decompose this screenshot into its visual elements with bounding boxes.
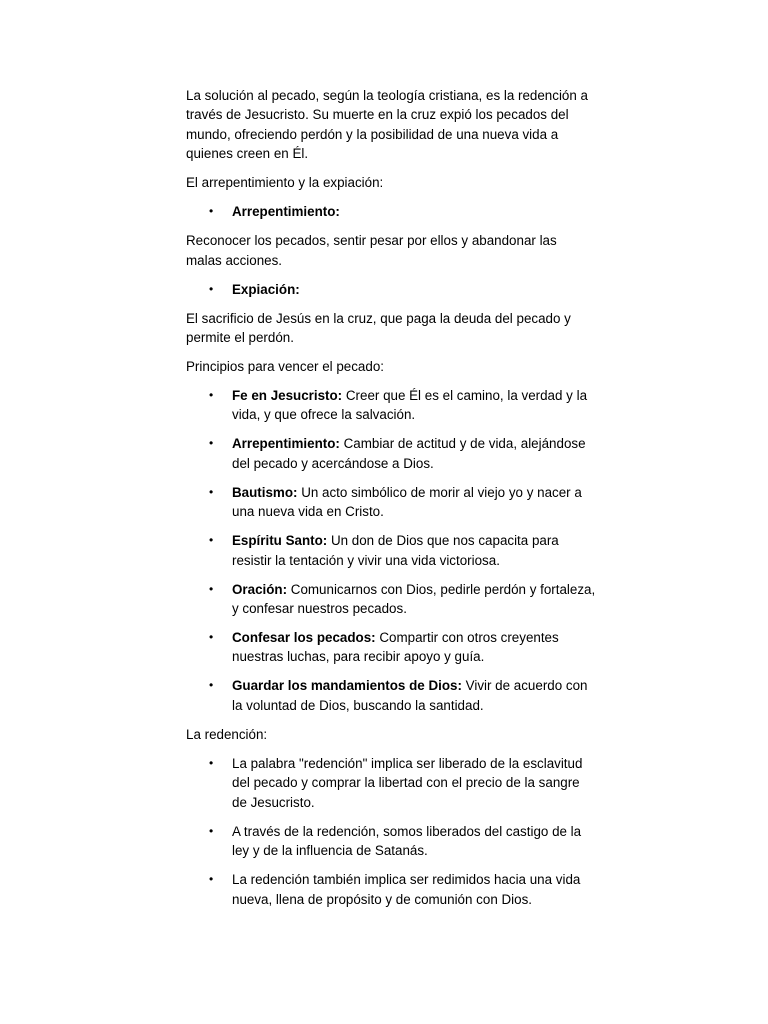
bullet-icon: •	[209, 533, 214, 548]
list-item-text: A través de la redención, somos liberados del castigo de la ley y de la influencia de Satanás.	[232, 823, 582, 859]
bullet-icon: •	[209, 755, 214, 770]
list-item	[186, 386, 596, 425]
list-item	[186, 483, 596, 522]
principios-heading: Principios para vencer el pecado:	[186, 359, 384, 375]
bullet-icon: •	[209, 484, 214, 499]
bullet-icon: •	[209, 678, 214, 693]
list-item	[186, 202, 596, 221]
bullet-icon: •	[209, 204, 214, 219]
list-item-label: Oración:	[232, 581, 288, 597]
list-item-text: Cambiar de actitud y de vida, alejándose del pecado y acercándose a Dios.	[232, 436, 586, 471]
redencion-heading: La redención:	[186, 726, 268, 742]
bullet-icon: •	[209, 436, 214, 451]
list-item-label: Fe en Jesucristo:	[232, 388, 343, 404]
list-item-text: Compartir con otros creyentes nuestras luchas, para recibir apoyo y guía.	[232, 630, 559, 665]
bullet-icon: •	[209, 281, 214, 296]
list-item	[186, 870, 596, 909]
bullet-icon: •	[209, 581, 214, 596]
arrepentimiento-text: Reconocer los pecados, sentir pesar por ellos y abandonar las malas acciones.	[186, 233, 557, 268]
list-item	[186, 822, 596, 861]
principios-list	[186, 386, 596, 715]
arrepentimiento-heading: El arrepentimiento y la expiación:	[186, 175, 384, 191]
list-item-label: Expiación:	[232, 281, 300, 297]
list-item	[186, 280, 596, 299]
bullet-icon: •	[209, 823, 214, 838]
bullet-icon: •	[209, 388, 214, 403]
list-item-text: La palabra "redención" implica ser liberado de la esclavitud del pecado y comprar la libertad con el precio de la sangre de Jesucristo.	[232, 755, 583, 810]
intro-paragraph: La solución al pecado, según la teología cristiana, es la redención a través de Jesucristo. Su muerte en la cruz expió los pecados del mundo, ofreciendo perdón y la posibilidad de una nueva vida a quienes creen en Él.	[186, 88, 588, 162]
list-item-text: Un don de Dios que nos capacita para resistir la tentación y vivir una vida victoriosa.	[232, 533, 559, 568]
list-item	[186, 580, 596, 619]
list-item-label: Bautismo:	[232, 484, 298, 500]
list-item-label: Arrepentimiento:	[232, 204, 340, 220]
list-item	[186, 754, 596, 812]
arrepentimiento-list	[186, 202, 596, 221]
expiacion-text: El sacrificio de Jesús en la cruz, que paga la deuda del pecado y permite el perdón.	[186, 310, 571, 346]
list-item	[186, 676, 596, 715]
bullet-icon: •	[209, 630, 214, 645]
list-item-label: Arrepentimiento:	[232, 436, 340, 452]
list-item-label: Guardar los mandamientos de Dios:	[232, 678, 462, 694]
list-item-label: Confesar los pecados:	[232, 630, 376, 646]
list-item-text: La redención también implica ser redimidos hacia una vida nueva, llena de propósito y de comunión con Dios.	[232, 872, 581, 907]
list-item	[186, 531, 596, 570]
list-item-text: Vivir de acuerdo con la voluntad de Dios, buscando la santidad.	[232, 678, 588, 713]
list-item-text: Comunicarnos con Dios, pedirle perdón y fortaleza, y confesar nuestros pecados.	[232, 581, 596, 617]
list-item-label: Espíritu Santo:	[232, 533, 328, 549]
list-item	[186, 434, 596, 473]
expiacion-list	[186, 280, 596, 299]
list-item-text: Un acto simbólico de morir al viejo yo y nacer a una nueva vida en Cristo.	[232, 484, 582, 520]
list-item-text: Creer que Él es el camino, la verdad y la vida, y que ofrece la salvación.	[232, 388, 588, 423]
document-page	[186, 86, 596, 919]
bullet-icon: •	[209, 872, 214, 887]
redencion-list	[186, 754, 596, 909]
list-item	[186, 628, 596, 667]
